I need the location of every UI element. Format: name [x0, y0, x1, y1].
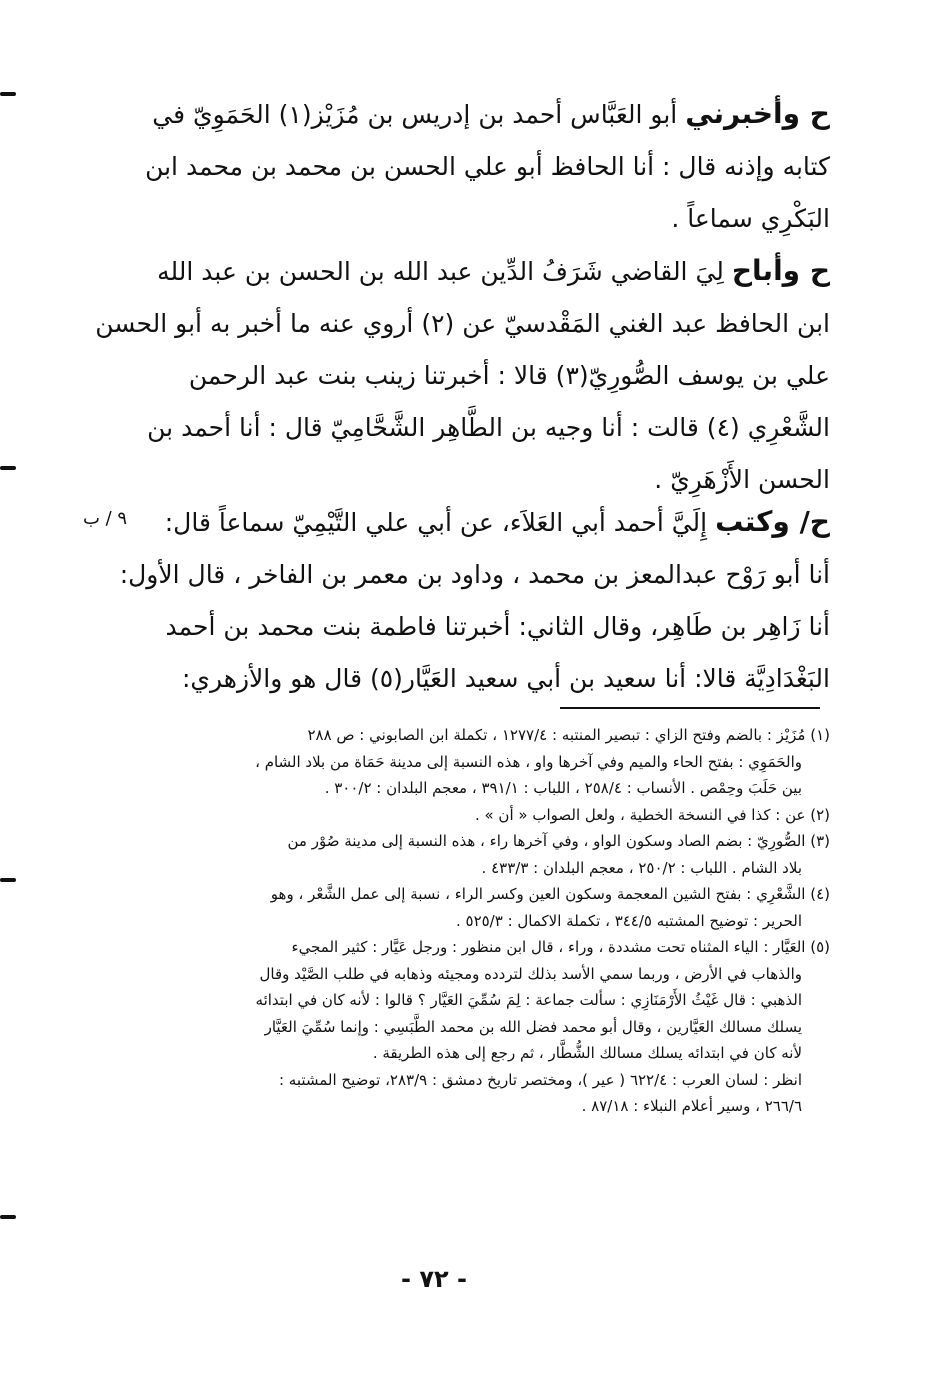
text-line: أنا زَاهِر بن طَاهِر، وقال الثاني: أخبرتنا فاطمة بنت محمد بن أحمد: [165, 612, 830, 641]
footnote-5-cont: الذهبي : قال غَيْثُ الأَرْمَنَازِي : سألت جماعة : لِمَ سُمِّيَ العَيَّار ؟ قالوا : لأنه كان في ابتدائه: [255, 991, 802, 1009]
footnote-5-cont: ٢٦٦/٦ ، وسير أعلام النبلاء : ٨٧/١٨ .: [581, 1097, 802, 1115]
main-paragraph-1: [145, 88, 830, 245]
main-paragraph-2: [95, 245, 830, 506]
footnotes: [120, 722, 830, 1120]
footnote-3-cont: بلاد الشام . اللباب : ٢٥٠/٢ ، معجم البلدان : ٤٣٣/٣ .: [481, 858, 802, 877]
margin-folio-note: ٩ / ب: [82, 508, 128, 529]
scan-edge-mark: [0, 1215, 16, 1219]
footnote-2: (٢) عن : كذا في النسخة الخطية ، ولعل الصواب « أن » .: [474, 805, 830, 824]
scan-edge-mark: [0, 92, 16, 96]
paragraph-lead: ح وأباح: [731, 254, 830, 287]
footnote-1-cont: بين حَلَبَ وحِمْص . الأنساب : ٢٥٨/٤ ، اللباب : ٣٩١/١ ، معجم البلدان : ٣٠٠/٢ .: [324, 779, 802, 797]
footnote-4-cont: الحرير : توضيح المشتبه ٣٤٤/٥ ، تكملة الاكمال : ٥٢٥/٣ .: [455, 911, 802, 930]
footnote-5-cont: والذهاب في الأرض ، وربما سمي الأسد بذلك لتردده ومجيئه وذهابه في طلب الصَّيْد وقال: [259, 964, 802, 983]
page-number: - ٧٢ -: [401, 1265, 467, 1293]
text-line: أنا أبو رَوْح عبدالمعز بن محمد ، وداود بن معمر بن الفاخر ، قال الأول:: [119, 560, 830, 589]
paragraph-lead: ح/ وكتب: [715, 505, 830, 538]
main-paragraph-3: [119, 496, 830, 705]
text-line: ابن الحافظ عبد الغني المَقْدسيّ عن (٢) أروي عنه ما أخبر به أبو الحسن: [95, 309, 830, 338]
footnote-1: (١) مُزَيْز : بالضم وفتح الزاي : تبصير المنتبه : ١٢٧٧/٤ ، تكملة ابن الصابوني : ص ٢٨٨: [307, 726, 830, 744]
footnote-divider: [560, 707, 820, 709]
footnote-5-cont: انظر : لسان العرب : ٦٢٢/٤ ( عير )، ومختصر تاريخ دمشق : ٢٨٣/٩، توضيح المشتبه :: [278, 1070, 802, 1089]
footnote-1-cont: والحَمَوِي : بفتح الحاء والميم وفي آخرها واو ، هذه النسبة إلى مدينة حَمَاة من بلاد الشام ،: [255, 752, 802, 771]
footnote-4: (٤) الشَّعْرِي : بفتح الشين المعجمة وسكون العين وكسر الراء ، نسبة إلى عمل الشَّعْر ، وهو: [270, 885, 830, 903]
footnote-3: (٣) الصُّورِيّ : بضم الصاد وسكون الواو ، وفي آخرها راء ، هذه النسبة إلى مدينة صُوْر من: [287, 832, 830, 850]
text-line: [145, 496, 830, 549]
text-line: علي بن يوسف الصُّورِيّ(٣) قالا : أخبرتنا زينب بنت عبد الرحمن: [188, 361, 830, 390]
text-line: البَغْدَادِيَّة قالا: أنا سعيد بن أبي سعيد العَيَّار(٥) قال هو والأزهري:: [181, 664, 830, 693]
footnote-5-cont: يسلك مسالك العَيَّارين ، وقال أبو محمد فضل الله بن محمد الطَّبَسِي : وإنما سُمِّيَ العَيَّار: [264, 1017, 802, 1036]
footnote-5: (٥) العَيَّار : الياء المثناه تحت مشددة ، وراء ، قال ابن منظور : ورجل عَيَّار : كثير المجيء: [291, 938, 830, 956]
text-line: الحسن الأَزْهَرِيّ .: [654, 465, 830, 494]
text-line: [145, 88, 830, 141]
paragraph-lead: ح وأخبرني: [685, 97, 830, 130]
text-line: كتابه وإذنه قال : أنا الحافظ أبو علي الحسن بن محمد بن محمد ابن: [145, 152, 830, 181]
scan-edge-mark: [0, 466, 16, 470]
text-line: الشَّعْرِي (٤) قالت : أنا وجيه بن الطَّاهِر الشَّحَّامِيّ قال : أنا أحمد بن: [147, 413, 830, 442]
text-run: إِلَيَّ أحمد أبي العَلاَء، عن أبي علي التَّيْمِيّ سماعاً قال:: [164, 508, 716, 537]
scan-edge-mark: [0, 878, 16, 882]
text-run: لِيَ القاضي شَرَفُ الدِّين عبد الله بن الحسن بن عبد الله: [157, 257, 732, 286]
text-line: البَكْرِي سماعاً .: [671, 204, 830, 233]
text-line: [145, 245, 830, 298]
text-run: أبو العَبَّاس أحمد بن إدريس بن مُزَيْز(١) الحَمَوِيّ في: [152, 100, 686, 129]
footnote-5-cont: لأنه كان في ابتدائه يسلك مسالك الشُّطَّار ، ثم رجع إلى هذه الطريقة .: [372, 1044, 802, 1062]
